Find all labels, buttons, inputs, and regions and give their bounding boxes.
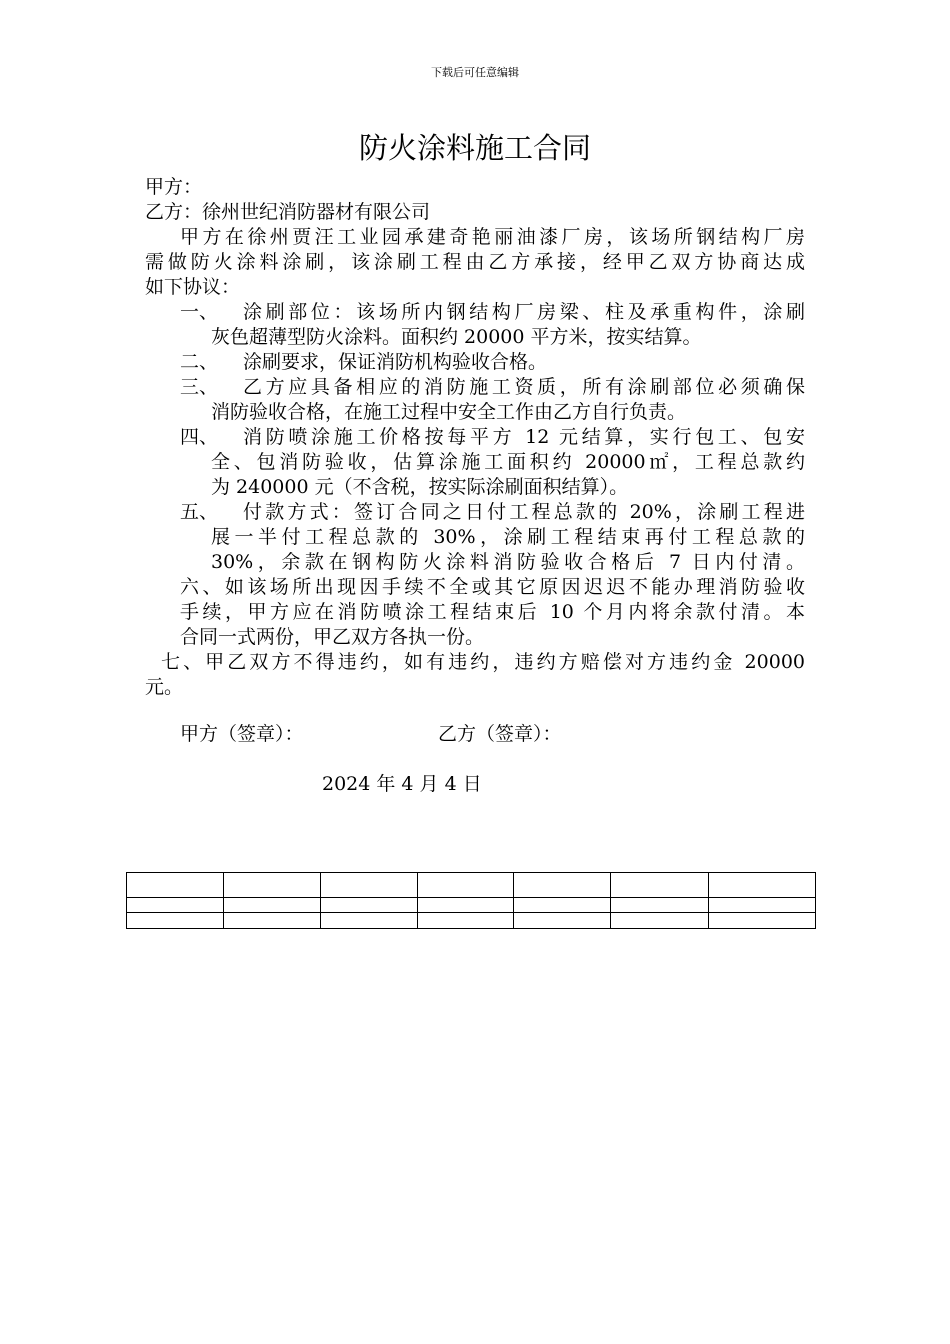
intro-line: 如下协议： [145,276,241,298]
clause-number: 一、 [180,301,219,323]
table-cell [320,873,417,898]
clause-text: 30%，余款在钢构防火涂料消防验收合格后 7 日内付清。 [211,551,805,573]
table-cell [127,898,224,913]
table-cell [223,898,320,913]
clause-text: 消防验收合格，在施工过程中安全工作由乙方自行负责。 [211,401,687,423]
table-row [127,913,816,929]
table-cell [417,873,514,898]
table-cell [223,913,320,929]
table-cell [709,913,816,929]
clause-text: 合同一式两份，甲乙双方各执一份。 [180,626,485,648]
table-row [127,898,816,913]
intro-line: 甲方在徐州贾汪工业园承建奇艳丽油漆厂房，该场所钢结构厂房 [180,226,805,248]
clause-text: 涂刷要求，保证消防机构验收合格。 [243,351,548,373]
table-cell [611,873,709,898]
clause-text: 手续，甲方应在消防喷涂工程结束后 10 个月内将余款付清。本 [180,601,805,623]
intro-line: 需做防火涂料涂刷，该涂刷工程由乙方承接，经甲乙双方协商达成 [145,251,805,273]
clause-text: 乙方应具备相应的消防施工资质，所有涂刷部位必须确保 [243,376,805,398]
party-a-label: 甲方： [145,176,203,198]
table-cell [417,898,514,913]
table-cell [514,873,611,898]
table-cell [514,913,611,929]
party-b-label: 乙方：徐州世纪消防器材有限公司 [145,201,431,223]
contract-date: 2024 年 4 月 4 日 [322,773,482,795]
clause-text: 元。 [145,676,184,698]
clause-text: 付款方式：签订合同之日付工程总款的 20%，涂刷工程进 [243,501,805,523]
table-cell [611,913,709,929]
clause-text: 为 240000 元（不含税，按实际涂刷面积结算）。 [211,476,629,498]
clause-number: 四、 [180,426,219,448]
party-b-signature-label: 乙方（签章）： [438,723,562,745]
document-title: 防火涂料施工合同 [358,131,591,165]
clause-text: 消防喷涂施工价格按每平方 12 元结算，实行包工、包安 [243,426,805,448]
table-cell [127,873,224,898]
table-cell [320,898,417,913]
clause-number: 二、 [180,351,219,373]
party-a-signature-label: 甲方（签章）： [180,723,304,745]
clause-text: 七、甲乙双方不得违约，如有违约，违约方赔偿对方违约金 20000 [161,651,805,673]
table-cell [223,873,320,898]
clause-text: 六、如该场所出现因手续不全或其它原因迟迟不能办理消防验收 [180,576,805,598]
clause-number: 三、 [180,376,219,398]
clause-text: 涂刷部位：该场所内钢结构厂房梁、柱及承重构件，涂刷 [243,301,805,323]
clause-number: 五、 [180,501,219,523]
table-cell [514,898,611,913]
table-cell [709,898,816,913]
table-row [127,873,816,898]
table-cell [417,913,514,929]
table-cell [320,913,417,929]
table-cell [127,913,224,929]
table-cell [709,873,816,898]
table-cell [611,898,709,913]
clause-text: 展一半付工程总款的 30%，涂刷工程结束再付工程总款的 [211,526,805,548]
blank-table [126,872,816,929]
clause-text: 全、包消防验收，估算涂施工面积约 20000㎡，工程总款约 [211,451,805,473]
page-header: 下载后可任意编辑 [431,66,519,79]
clause-text: 灰色超薄型防火涂料。面积约 20000 平方米，按实结算。 [211,326,702,348]
